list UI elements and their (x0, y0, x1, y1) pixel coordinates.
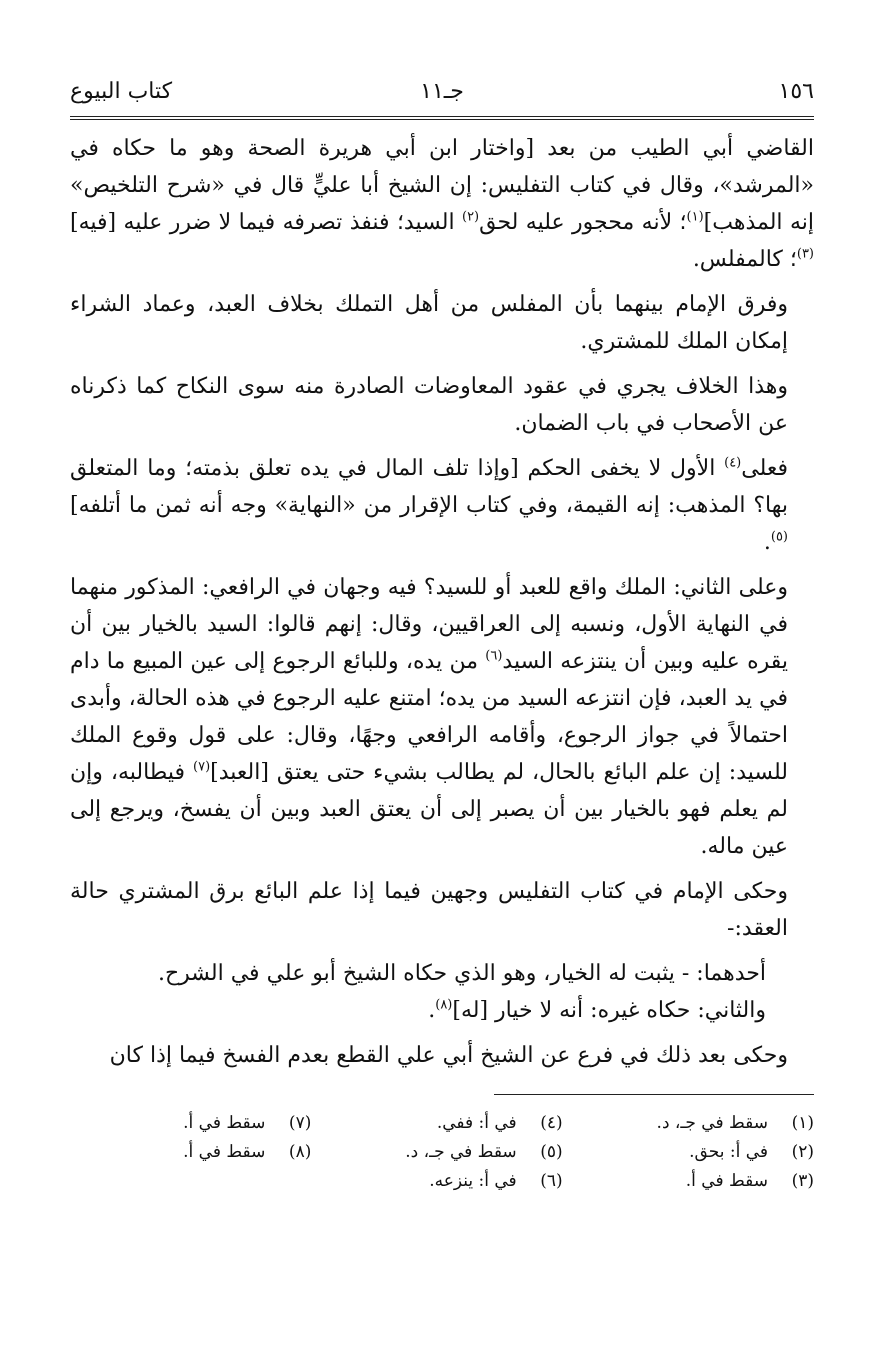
book-page (70, 70, 814, 1350)
footnote-column (70, 1109, 311, 1196)
paragraph: وهذا الخلاف يجري في عقود المعاوضات الصادرة منه سوى النكاح كما ذكرناه عن الأصحاب في باب الضمان. (70, 374, 788, 436)
footnote-column (321, 1109, 562, 1196)
footnote-ref: (٢) (461, 209, 480, 225)
paragraph: وحكى الإمام في كتاب التفليس وجهين فيما إذا علم البائع برق المشتري حالة العقد:- (70, 879, 788, 941)
body-text (70, 130, 814, 1074)
header-divider (70, 116, 814, 120)
footnote-ref: (١) (686, 209, 704, 225)
volume-label: جـ١١ (420, 79, 464, 104)
page-number: ١٥٦ (778, 79, 814, 104)
footnote: (٤) في أ: ففي. (436, 1113, 563, 1133)
footnote-divider (494, 1094, 814, 1095)
paragraph: أحدهما: - يثبت له الخيار، وهو الذي حكاه الشيخ أبو علي في الشرح. (157, 961, 766, 986)
footnote: (٣) سقط في أ. (685, 1171, 814, 1191)
footnote-ref: (٣) (796, 246, 814, 262)
footnote-ref: (٥) (770, 529, 788, 545)
footnote-column (573, 1109, 814, 1196)
paragraph: وعلى الثاني: الملك واقع للعبد أو للسيد؟ فيه وجهان في الرافعي: المذكور منهما في النهاية الأول، ونسبه إلى العراقيين، وقال: إنهم قالوا: السيد بالخيار بين أن يقره عليه وبين أن ينتزعه السيد$^{(٦)}$ من يده، وللبائع الرجوع إلى عين المبيع ما دام في يد العبد، فإن انتزعه السيد من يده؛ امتنع عليه الرجوع في هذه الحالة، وأبدى احتمالاً في جواز الرجوع، وأقامه الرافعي وجهًا، وقال: على قول وقوع الملك للسيد: إن علم البائع بالحال، لم يطالب بشيء حتى يعتق [العبد]$^{(٧)}$ فيطالبه، وإن لم يعلم فهو بالخيار بين أن يصبر إلى أن يعتق العبد وبين أن يفسخ، ويرجع إلى عين ماله. (70, 575, 788, 859)
footnote-ref: (٤) (724, 455, 742, 471)
footnote-ref: (٨) (435, 997, 453, 1013)
footnote: (٦) في أ: ينزعه. (429, 1171, 563, 1191)
paragraph: القاضي أبي الطيب من بعد [واختار ابن أبي هريرة الصحة وهو ما حكاه في «المرشد»، وقال في كتاب التفليس: إن الشيخ أبا عليٍّ قال في «شرح التلخيص» إنه المذهب]$^{(١)}$؛ لأنه محجور عليه لحق$^{(٢)}$ السيد؛ فنفذ تصرفه فيما لا ضرر عليه [فيه]$^{(٣)}$؛ كالمفلس. (70, 136, 814, 272)
book-title: كتاب البيوع (70, 79, 173, 104)
footnote-ref: (٦) (485, 648, 503, 664)
footnotes (70, 1109, 814, 1196)
footnote: (٨) سقط في أ. (183, 1142, 312, 1162)
paragraph: فعلى$^{(٤)}$ الأول لا يخفى الحكم [وإذا تلف المال في يده تعلق بذمته؛ وما المتعلق بها؟ المذهب: إنه القيمة، وفي كتاب الإقرار من «النهاية» وجه أنه ثمن ما أتلفه]$^{(٥)}$. (70, 455, 788, 555)
paragraph: وحكى بعد ذلك في فرع عن الشيخ أبي علي القطع بعدم الفسخ فيما إذا كان (109, 1043, 788, 1068)
footnote: (١) سقط في جـ، د. (656, 1113, 814, 1133)
footnote: (٧) سقط في أ. (183, 1113, 312, 1133)
running-header (70, 70, 814, 114)
paragraph: وفرق الإمام بينهما بأن المفلس من أهل التملك بخلاف العبد، وعماد الشراء إمكان الملك للمشتري. (70, 292, 788, 354)
footnote-ref: (٧) (193, 759, 211, 775)
paragraph: والثاني: حكاه غيره: أنه لا خيار [له]$^{(٨)}$. (428, 997, 766, 1023)
footnote: (٢) في أ: بحق. (689, 1142, 814, 1162)
footnote: (٥) سقط في جـ، د. (405, 1142, 563, 1162)
